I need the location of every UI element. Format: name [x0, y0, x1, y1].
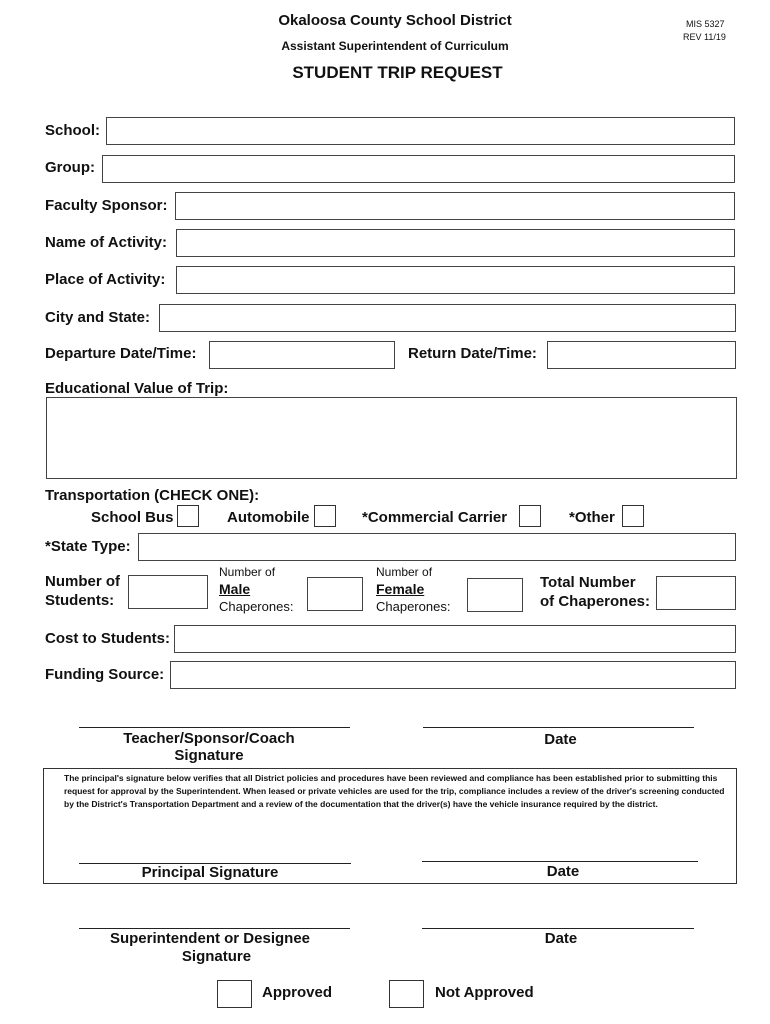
superintendent-date-line[interactable] — [422, 928, 694, 929]
teacher-date-line[interactable] — [423, 727, 694, 728]
male-chaperones-field[interactable] — [307, 577, 363, 611]
teacher-signature-label-2: Signature — [174, 747, 244, 764]
state-type-field[interactable] — [138, 533, 736, 561]
school-bus-label: School Bus — [91, 509, 174, 526]
city-and-state-field[interactable] — [159, 304, 736, 332]
cost-to-students-field[interactable] — [174, 625, 736, 653]
principal-notice: The principal's signature below verifies that all District policies and procedures have been reviewed and compliance has been established prior to submitting this request for approval by the Superintendent. When leased or private vehicles are used for the trip, compliance includes a review of the driver's screening conducted by the District's Transportation Department and a review of the documentation that the driver(s) have the vehicle insurance required by the district. — [64, 773, 725, 809]
female-chaperones-label-3: Chaperones: — [376, 599, 451, 614]
total-chaperones-label-2: of Chaperones: — [540, 593, 651, 610]
approved-checkbox[interactable] — [217, 980, 252, 1008]
principal-date-line[interactable] — [422, 861, 698, 862]
students-count-label-1: Number of — [45, 573, 120, 590]
name-of-activity-field[interactable] — [176, 229, 735, 257]
superintendent-signature-label-2: Signature — [181, 948, 252, 965]
return-field[interactable] — [547, 341, 736, 369]
cost-to-students-label: Cost to Students: — [45, 630, 170, 647]
other-label: *Other — [569, 509, 615, 526]
educational-value-field[interactable] — [46, 397, 737, 479]
superintendent-signature-label-1: Superintendent or Designee — [109, 930, 311, 947]
female-chaperones-label-1: Number of — [376, 565, 433, 579]
total-chaperones-field[interactable] — [656, 576, 736, 610]
not-approved-label: Not Approved — [435, 984, 534, 1001]
funding-source-field[interactable] — [170, 661, 736, 689]
school-field[interactable] — [106, 117, 735, 145]
department-name: Assistant Superintendent of Curriculum — [281, 39, 509, 53]
state-type-label: *State Type: — [45, 538, 131, 555]
not-approved-checkbox[interactable] — [389, 980, 424, 1008]
approved-label: Approved — [262, 984, 333, 1001]
male-chaperones-label-1: Number of — [219, 565, 276, 579]
departure-field[interactable] — [209, 341, 395, 369]
funding-source-label: Funding Source: — [45, 666, 165, 683]
departure-label: Departure Date/Time: — [45, 345, 197, 362]
automobile-checkbox[interactable] — [314, 505, 336, 527]
principal-date-label: Date — [546, 863, 580, 880]
faculty-sponsor-label: Faculty Sponsor: — [45, 197, 168, 214]
superintendent-signature-line[interactable] — [79, 928, 350, 929]
teacher-signature-label-1: Teacher/Sponsor/Coach — [123, 730, 295, 747]
automobile-label: Automobile — [227, 509, 310, 526]
form-number: MIS 5327 — [686, 19, 725, 29]
transportation-heading: Transportation (CHECK ONE): — [45, 487, 260, 504]
female-chaperones-label-2: Female — [376, 581, 425, 597]
place-of-activity-label: Place of Activity: — [45, 271, 166, 288]
teacher-signature-line[interactable] — [79, 727, 350, 728]
district-name: Okaloosa County School District — [278, 12, 512, 29]
city-and-state-label: City and State: — [45, 309, 151, 326]
place-of-activity-field[interactable] — [176, 266, 735, 294]
form-revision: REV 11/19 — [683, 32, 726, 42]
commercial-carrier-checkbox[interactable] — [519, 505, 541, 527]
name-of-activity-label: Name of Activity: — [45, 234, 167, 251]
principal-signature-label: Principal Signature — [141, 864, 279, 881]
school-bus-checkbox[interactable] — [177, 505, 199, 527]
male-chaperones-label-2: Male — [219, 581, 251, 597]
form-title: STUDENT TRIP REQUEST — [292, 63, 503, 82]
group-field[interactable] — [102, 155, 735, 183]
other-checkbox[interactable] — [622, 505, 644, 527]
superintendent-date-label: Date — [544, 930, 578, 947]
total-chaperones-label-1: Total Number — [540, 574, 636, 591]
students-count-field[interactable] — [128, 575, 208, 609]
commercial-carrier-label: *Commercial Carrier — [362, 509, 508, 526]
faculty-sponsor-field[interactable] — [175, 192, 735, 220]
male-chaperones-label-3: Chaperones: — [219, 599, 294, 614]
group-label: Group: — [45, 159, 95, 176]
students-count-label-2: Students: — [45, 592, 115, 609]
return-label: Return Date/Time: — [408, 345, 537, 362]
female-chaperones-field[interactable] — [467, 578, 523, 612]
teacher-date-label: Date — [544, 731, 577, 748]
educational-value-label: Educational Value of Trip: — [45, 380, 229, 397]
school-label: School: — [45, 122, 100, 139]
